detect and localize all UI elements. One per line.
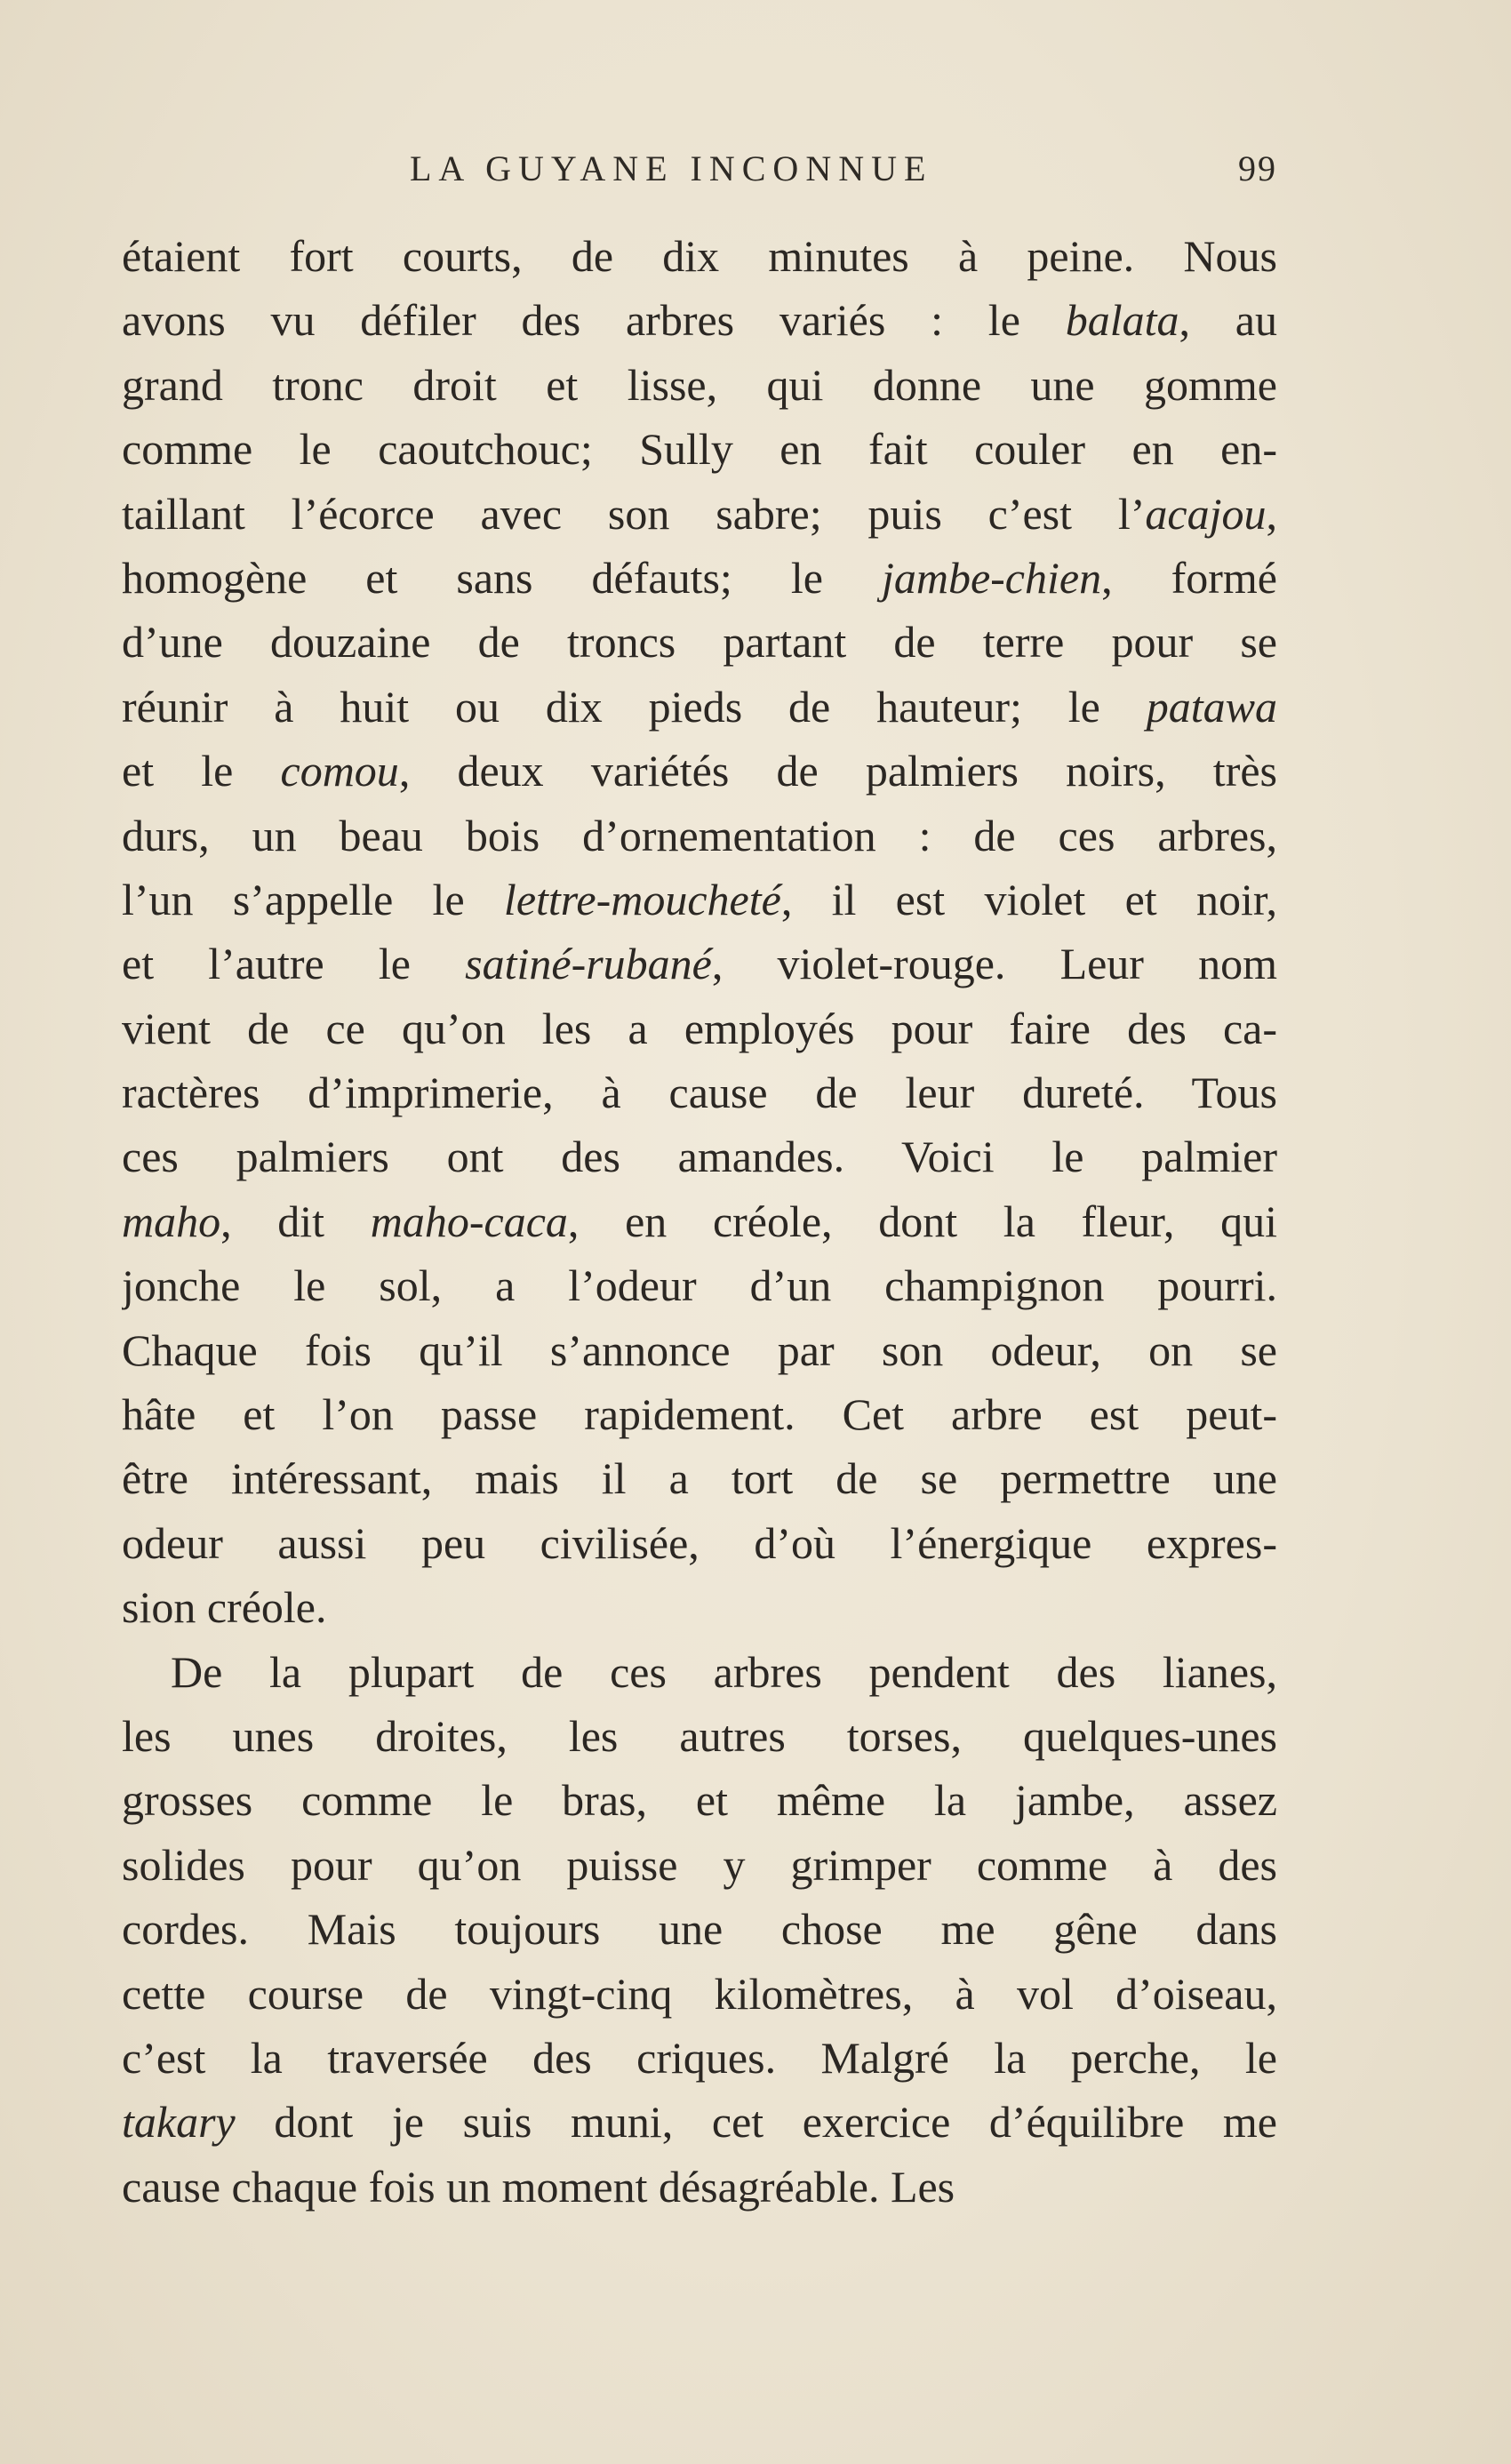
text-line xyxy=(122,1124,1277,1188)
text-line xyxy=(122,804,1277,868)
text-run: , xyxy=(1266,488,1277,539)
text-run: durs, un beau bois d’ornementation : de ces arbres, xyxy=(122,810,1277,860)
paragraph xyxy=(122,224,1277,1640)
text-run: dont je suis muni, cet exercice d’équilibre me xyxy=(235,2097,1277,2148)
page-header xyxy=(122,148,1277,201)
text-run: ractères d’imprimerie, à cause de leur dureté. Tous xyxy=(122,1068,1277,1118)
text-run: , formé xyxy=(1101,552,1277,603)
text-run: étaient fort courts, de dix minutes à peine. Nous xyxy=(122,231,1277,281)
text-run: avons vu défiler des arbres variés : le xyxy=(122,295,1066,346)
italic-term: jambe-chien xyxy=(881,552,1102,603)
text-run: vient de ce qu’on les a employés pour faire des ca- xyxy=(122,1003,1277,1053)
body-text xyxy=(122,224,1277,2219)
text-run: et le xyxy=(122,746,281,796)
text-run: taillant l’écorce avec son sabre; puis c’est l’ xyxy=(122,488,1146,539)
text-line xyxy=(122,739,1277,803)
text-run: grand tronc droit et lisse, qui donne une gomme xyxy=(122,359,1277,410)
text-line xyxy=(122,288,1277,352)
text-line xyxy=(122,2155,1277,2219)
text-line xyxy=(122,1768,1277,1832)
text-run: cordes. Mais toujours une chose me gêne dans xyxy=(122,1904,1277,1955)
text-run: jonche le sol, a l’odeur d’un champignon pourri. xyxy=(122,1260,1277,1311)
text-run: et l’autre le xyxy=(122,939,466,989)
text-line xyxy=(122,1253,1277,1317)
text-line xyxy=(122,1318,1277,1382)
text-run: De la plupart de ces arbres pendent des lianes, xyxy=(171,1646,1277,1697)
text-run: réunir à huit ou dix pieds de hauteur; le xyxy=(122,681,1147,732)
text-run: homogène et sans défauts; le xyxy=(122,552,882,603)
text-line xyxy=(122,1897,1277,1961)
text-line xyxy=(122,1382,1277,1446)
text-line xyxy=(122,610,1277,674)
text-run: solides pour qu’on puisse y grimper comme à des xyxy=(122,1839,1277,1890)
text-run: cette course de vingt-cinq kilomètres, à vol d’oiseau, xyxy=(122,1968,1277,2019)
text-line xyxy=(122,2026,1277,2090)
text-line xyxy=(122,1833,1277,1897)
text-run: les unes droites, les autres torses, quelques-unes xyxy=(122,1710,1277,1761)
text-run: d’une douzaine de troncs partant de terre pour se xyxy=(122,617,1277,668)
italic-term: maho-caca xyxy=(370,1196,568,1246)
text-run: sion créole. xyxy=(122,1582,327,1633)
text-line xyxy=(122,1640,1277,1704)
text-line xyxy=(122,417,1277,481)
text-line xyxy=(122,996,1277,1060)
italic-term: patawa xyxy=(1146,681,1277,732)
paragraph xyxy=(122,1640,1277,2220)
text-run: grosses comme le bras, et même la jambe, assez xyxy=(122,1775,1277,1826)
italic-term: lettre-moucheté xyxy=(503,874,781,924)
text-run: odeur aussi peu civilisée, d’où l’énergique expres- xyxy=(122,1517,1277,1568)
text-run: , en créole, dont la fleur, qui xyxy=(567,1196,1277,1246)
text-line xyxy=(122,482,1277,546)
text-line xyxy=(122,1060,1277,1124)
text-line xyxy=(122,353,1277,417)
text-line xyxy=(122,1962,1277,2026)
italic-term: maho xyxy=(122,1196,221,1246)
italic-term: acajou xyxy=(1145,488,1267,539)
text-line xyxy=(122,1511,1277,1575)
text-run: c’est la traversée des criques. Malgré la perche, le xyxy=(122,2032,1277,2083)
text-run: , au xyxy=(1179,295,1277,346)
text-run: ces palmiers ont des amandes. Voici le palmier xyxy=(122,1132,1277,1182)
text-run: Chaque fois qu’il s’annonce par son odeur, on se xyxy=(122,1324,1277,1375)
text-line xyxy=(122,224,1277,288)
text-line xyxy=(122,2090,1277,2154)
text-line xyxy=(122,1446,1277,1510)
text-line xyxy=(122,675,1277,739)
text-run: , violet-rouge. Leur nom xyxy=(711,939,1277,989)
text-line xyxy=(122,1575,1277,1639)
text-run: cause chaque fois un moment désagréable. Les xyxy=(122,2161,955,2212)
text-run: , deux variétés de palmiers noirs, très xyxy=(398,746,1277,796)
running-head: LA GUYANE INCONNUE xyxy=(410,148,933,188)
italic-term: comou xyxy=(280,746,399,796)
text-line xyxy=(122,1189,1277,1253)
text-line xyxy=(122,932,1277,996)
italic-term: satiné-rubané xyxy=(465,939,712,989)
italic-term: balata xyxy=(1065,295,1179,346)
text-run: , il est violet et noir, xyxy=(780,874,1277,924)
italic-term: takary xyxy=(122,2097,236,2148)
text-line xyxy=(122,1704,1277,1768)
text-run: être intéressant, mais il a tort de se permettre une xyxy=(122,1453,1277,1504)
text-run: l’un s’appelle le xyxy=(122,874,504,924)
text-line xyxy=(122,546,1277,610)
page-number: 99 xyxy=(1238,148,1277,188)
text-run: hâte et l’on passe rapidement. Cet arbre est peut- xyxy=(122,1389,1277,1440)
text-run: , dit xyxy=(220,1196,371,1246)
text-run: comme le caoutchouc; Sully en fait couler en en- xyxy=(122,424,1277,475)
text-line xyxy=(122,868,1277,932)
